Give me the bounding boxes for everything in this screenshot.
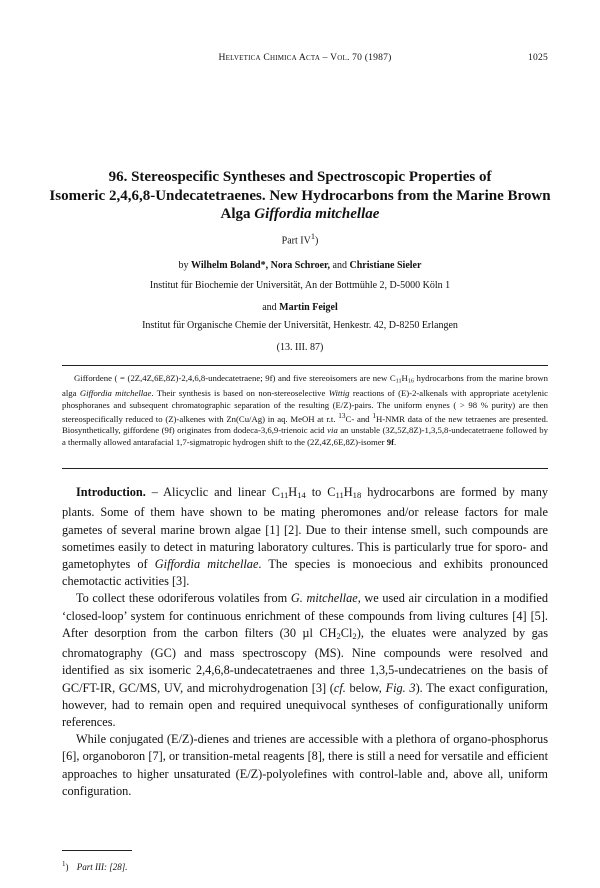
p2-sub: 2	[336, 630, 341, 641]
abs-seg: an unstable (3Z,5Z,8Z)-1,3,5,8-undecatetraene followed by a thermally allowed antarafacial 1,7-sigmatropic hydrogen shift to the (2Z,4Z,6E,8Z)-isomer	[62, 425, 548, 447]
p2-seg: , we used air circulation in a modified ‘closed-loop’ system for continuous enrichment of these compounds from living cultures [4] [5]. After desorption from the carbon filters (30 µl CH	[62, 591, 549, 640]
abs-compound: 9f	[386, 436, 394, 447]
abstract-top-rule	[62, 365, 548, 366]
p2-cf: cf.	[333, 680, 346, 695]
footnote-rule	[62, 850, 132, 851]
p2-seg: below,	[345, 680, 386, 695]
abs-seg: reactions of (E)-2-alkenals with appropriate acetylenic phosphoranes and subsequent chromatographic separation of the resulting (E/Z)-pairs. The uniform enynes ( > 98 % purity) are then stereospecifically reduced to (Z)-alkenes with Zn(Cu/Ag) in aq. MeOH at r.t.	[62, 388, 548, 424]
paragraph-1	[62, 484, 548, 590]
title-line-3-prefix: Alga	[220, 206, 255, 222]
author-last: Christiane Sieler	[349, 260, 422, 271]
and-conj: and	[262, 302, 280, 313]
footnote-text: Part III: [28].	[76, 862, 128, 872]
p2-sub: 2	[352, 630, 357, 641]
p1-species: Giffordia mitchellae	[154, 556, 259, 571]
section-heading: Introduction.	[76, 485, 146, 499]
p1-seg: H	[343, 485, 353, 499]
p1-seg: . The species is monoecious and exhibits pronounced chemotactic activities [3].	[62, 556, 548, 589]
p2-seg: Cl	[340, 625, 353, 640]
title-line-1: 96. Stereospecific Syntheses and Spectroscopic Properties of	[108, 169, 492, 185]
authors-prefix: by	[178, 260, 192, 271]
p1-sub: 18	[352, 490, 362, 501]
p2-seg: ), the eluates were analyzed by gas chromatography (GC) and mass spectroscopy (MS). Nine compounds were resolved and identified as six isomeric 2,4,6,8-undecatetraenes and three 1,3,5-undecatrienes on the basis of GC/FT-IR, GC/MS, UV, and microhydrogenation [3] (	[62, 625, 548, 695]
body-text	[62, 484, 548, 800]
journal-name: Helvetica Chimica Acta – Vol. 70 (1987)	[218, 52, 392, 63]
paragraph-2	[62, 590, 548, 731]
received-date: (13. III. 87)	[276, 342, 324, 353]
p1-seg: to C	[305, 485, 336, 499]
p2-seg: ). The exact configuration, however, had to remain open and required unequivocal syntheses of configurationally uniform references.	[62, 680, 548, 729]
p1-seg: H	[288, 485, 298, 499]
affiliation-2: Institut für Organische Chemie der Universität, Henkestr. 42, D-8250 Erlangen	[142, 320, 458, 331]
paper-title	[40, 168, 560, 224]
affiliation-1: Institut für Biochemie der Universität, An der Bottmühle 2, D-5000 Köln 1	[149, 280, 451, 291]
abs-sub: 11	[395, 378, 402, 385]
part-footnote-mark: 1	[310, 232, 315, 241]
p1-sub: 11	[335, 490, 344, 501]
abs-species: Giffordia mitchellae	[79, 388, 152, 399]
paragraph-3: While conjugated (E/Z)-dienes and trienes are accessible with a plethora of organo-phosphorus [6], organoboron [7], or transition-metal reagents [8], there is still a need for versatile and efficient approaches to higher unsaturated (E/Z)-polyolefines with control-lable and, above all, uniform configuration.	[62, 732, 548, 798]
p2-species: G. mitchellae	[290, 591, 358, 606]
abs-sup: 1	[372, 412, 376, 421]
author-names: Wilhelm Boland*, Nora Schroer,	[191, 260, 331, 271]
abstract-bottom-rule	[62, 468, 548, 469]
series-part: Part $IV^1$)	[281, 232, 319, 247]
title-species: Giffordia mitchellae	[254, 206, 380, 222]
second-author-name: Martin Feigel	[279, 302, 338, 313]
second-author-line	[0, 302, 600, 313]
part-label: Part IV	[281, 235, 311, 247]
p1-sub: 14	[297, 490, 306, 501]
p1-sub: 11	[280, 490, 289, 501]
p1-seg: hydrocarbons are formed by many plants. Some of them have shown to be mating pheromones and/or release factors for male gametes of several marine brown algae [1] [2]. Due to their intense smell, such compounds are sometimes easily to detect in maturing laboratory cultures. This is particularly true for sporo- and gametophytes of	[62, 485, 549, 571]
p2-fig-ref: Fig. 3	[385, 680, 416, 695]
abs-seg: . Their synthesis is based on non-stereoselective	[151, 388, 329, 399]
abs-seg: hydrocarbons from the marine brown alga	[62, 373, 548, 399]
running-header	[62, 52, 548, 68]
abs-seg: H-NMR data of the new tetraenes are presented. Biosynthetically, giffordene (9f) originates from dodeca-3,6,9-trienoic acid	[62, 413, 549, 436]
abs-sup: 13	[338, 412, 346, 421]
abs-sub: 16	[407, 378, 414, 385]
abs-via: via	[327, 425, 338, 436]
abs-wittig: Wittig	[328, 388, 350, 399]
abstract	[62, 373, 548, 448]
title-line-2: Isomeric 2,4,6,8-Undecatetraenes. New Hydrocarbons from the Marine Brown	[49, 187, 551, 204]
abs-seg: Giffordene ( = (2Z,4Z,6E,8Z)-2,4,6,8-undecatetraene; 9f) and five stereoisomers are new C	[74, 373, 396, 383]
title-line-3	[40, 205, 560, 224]
page-number: 1025	[528, 52, 548, 63]
p2-seg: To collect these odoriferous volatiles from	[76, 591, 291, 606]
p1-seg: – Alicyclic and linear C	[145, 485, 280, 499]
authors-conj: and	[330, 260, 350, 271]
footnote-mark: 1	[62, 860, 66, 868]
abs-seg: C- and	[345, 413, 373, 424]
abs-seg: H	[401, 373, 408, 383]
footnote: $^1$) Part III: [28].	[62, 860, 128, 872]
author-line	[0, 260, 600, 271]
abs-seg: .	[393, 436, 397, 447]
